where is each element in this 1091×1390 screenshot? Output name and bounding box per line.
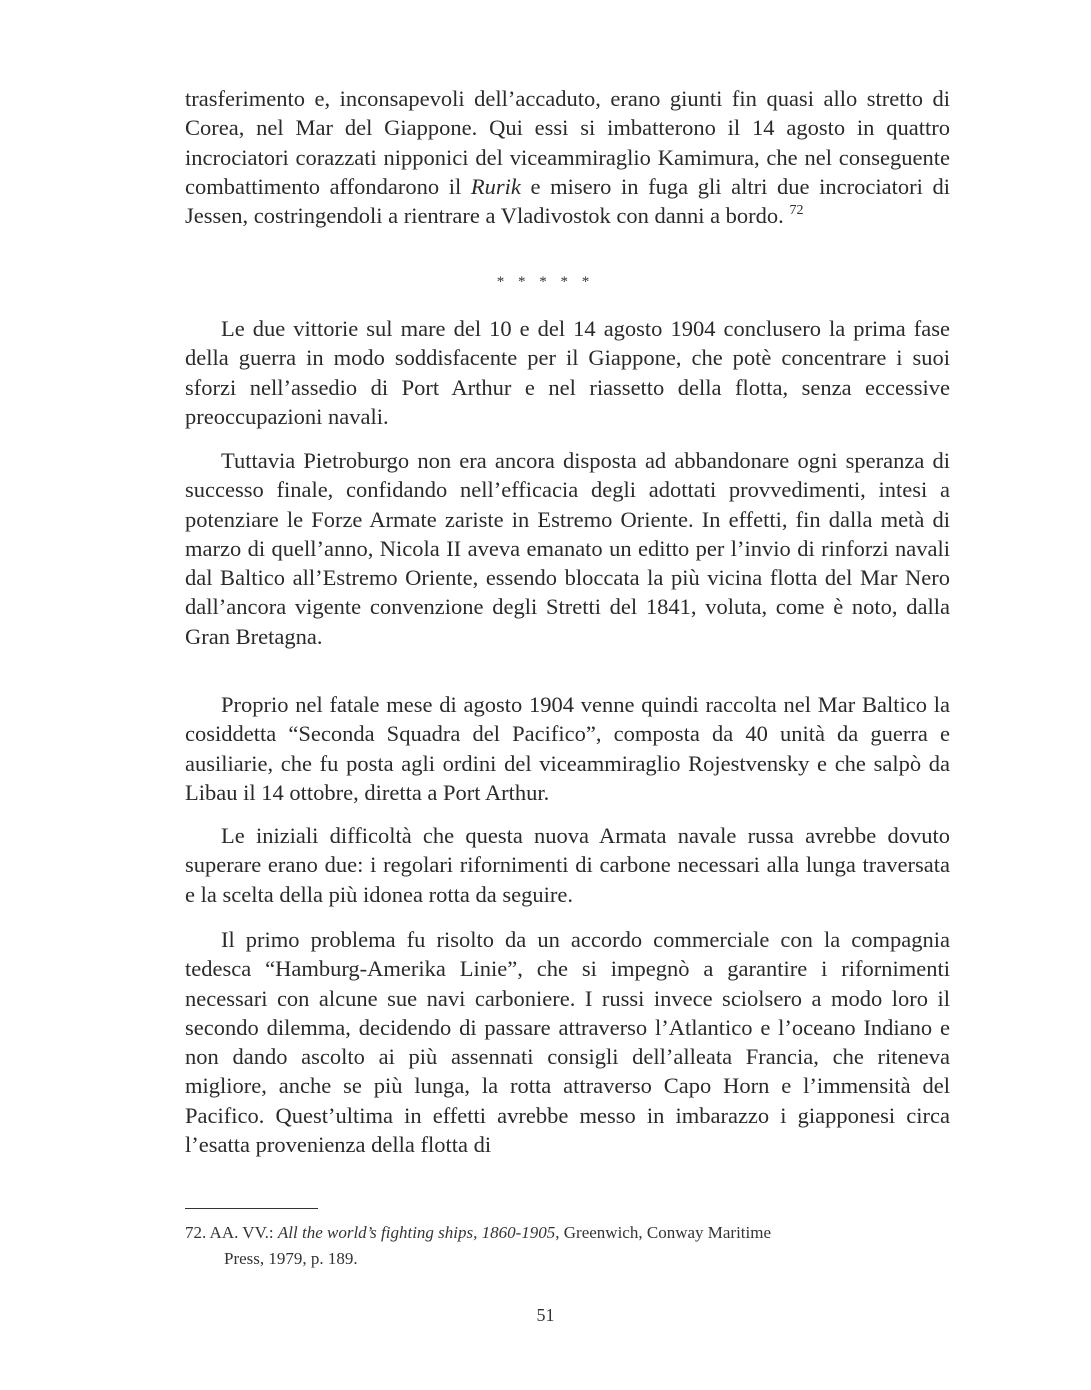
paragraph-2-block xyxy=(185,314,950,431)
paragraph-6-block xyxy=(185,925,950,1159)
page-number: 51 xyxy=(536,1305,555,1325)
paragraph-4: Proprio nel fatale mese di agosto 1904 venne quindi raccolta nel Mar Baltico la cosiddetta “Seconda Squadra del Pacifico”, composta da 40 unità da guerra e ausiliarie, che fu posta agli ordini del viceammiraglio Rojestvensky e che salpò da Libau il 14 ottobre, diretta a Port Arthur. xyxy=(185,692,950,805)
footnote-line-1 xyxy=(185,1220,955,1246)
paragraph-6: Il primo problema fu risolto da un accordo commerciale con la compagnia tedesca “Hamburg-Amerika Linie”, che si impegnò a garantire i rifornimenti necessari con alcune sue navi carboniere. I russi invece sciolsero a modo loro il secondo dilemma, decidendo di passare attraverso l’Atlantico e l’oceano Indiano e non dando ascolto ai più assennati consigli dell’alleata Francia, che riteneva migliore, anche se più lunga, la rotta attraverso Capo Horn e l’immensità del Pacifico. Quest’ultima in effetti avrebbe messo in imbarazzo i giapponesi circa l’esatta provenienza della flotta di xyxy=(185,927,950,1158)
section-separator: * * * * * xyxy=(496,274,595,290)
footnote-72 xyxy=(185,1220,955,1272)
paragraph-1-block xyxy=(185,84,950,230)
footnote-authors: AA. VV.: xyxy=(206,1223,278,1242)
paragraph-4-block xyxy=(185,690,950,807)
footnote-divider xyxy=(185,1208,318,1209)
paragraph-3: Tuttavia Pietroburgo non era ancora disposta ad abbandonare ogni speranza di successo finale, confidando nell’efficacia degli adottati provvedimenti, intesi a potenziare le Forze Armate zariste in Estremo Oriente. In effetti, fin dalla metà di marzo di quell’anno, Nicola II aveva emanato un editto per l’invio di rinforzi navali dal Baltico all’Estremo Oriente, essendo bloccata la più vicina flotta del Mar Nero dall’ancora vigente convenzione degli Stretti del 1841, voluta, come è noto, dalla Gran Bretagna. xyxy=(185,448,950,649)
paragraph-5-block xyxy=(185,821,950,909)
footnote-publisher: , Greenwich, Conway Maritime xyxy=(555,1223,772,1242)
paragraph-1-text-b: e misero in fuga gli altri due incrociatori di Jessen, costringendoli a rientrare a Vladivostok con danni a bordo. xyxy=(185,173,950,229)
paragraph-1-text-a: trasferimento e, inconsapevoli dell’accaduto, erano giunti fin quasi allo stretto di Corea, nel Mar del Giappone. Qui essi si imbatterono il 14 agosto in quattro incrociatori corazzati nipponici del viceammiraglio Kamimura, che nel conseguente combattimento affondarono il xyxy=(185,86,950,199)
ship-name-italic: Rurik xyxy=(470,173,521,199)
footnote-line-2: Press, 1979, p. 189. xyxy=(224,1249,358,1268)
paragraph-3-block xyxy=(185,446,950,651)
footnote-number: 72. xyxy=(185,1223,207,1242)
paragraph-5: Le iniziali difficoltà che questa nuova Armata navale russa avrebbe dovuto superare erano due: i regolari rifornimenti di carbone necessari alla lunga traversata e la scelta della più idonea rotta da seguire. xyxy=(185,823,950,907)
footnote-reference: 72 xyxy=(789,203,804,219)
paragraph-1 xyxy=(185,84,950,230)
footnote-title: All the world’s fighting ships, 1860-1905 xyxy=(277,1223,556,1242)
paragraph-2: Le due vittorie sul mare del 10 e del 14 agosto 1904 conclusero la prima fase della guerra in modo soddisfacente per il Giappone, che potè concentrare i suoi sforzi nell’assedio di Port Arthur e nel riassetto della flotta, senza eccessive preoccupazioni navali. xyxy=(185,316,950,429)
